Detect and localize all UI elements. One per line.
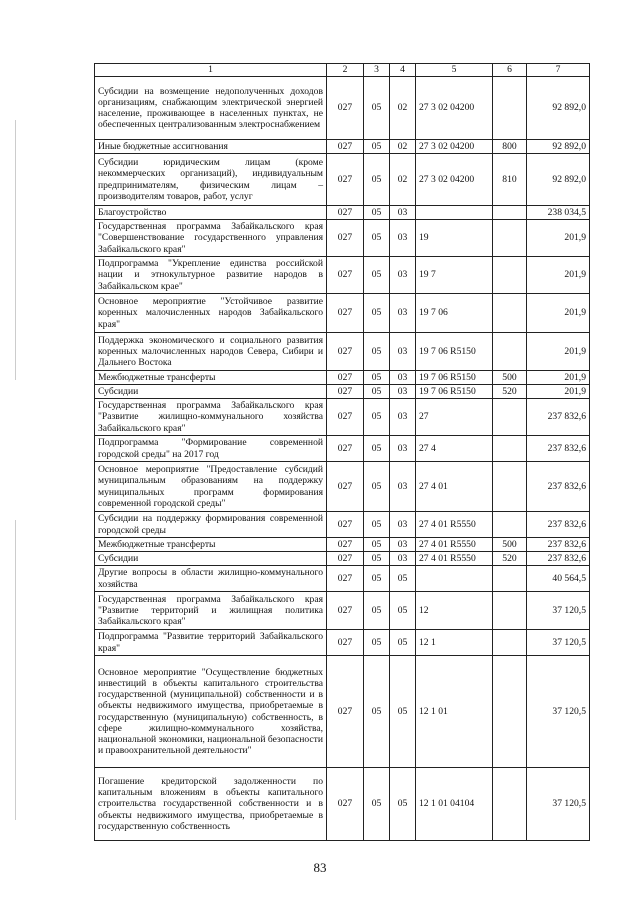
row-rz-cell: 05 bbox=[364, 552, 390, 566]
row-pr-cell: 05 bbox=[390, 566, 416, 592]
row-vr-cell: 500 bbox=[493, 538, 527, 552]
table-row bbox=[95, 538, 590, 552]
row-csr-cell: 19 bbox=[416, 220, 493, 257]
row-pr-cell: 03 bbox=[390, 462, 416, 512]
row-vr-cell bbox=[493, 399, 527, 436]
row-csr-cell: 27 bbox=[416, 399, 493, 436]
row-rz-cell: 05 bbox=[364, 206, 390, 220]
column-header: 3 bbox=[364, 64, 390, 77]
row-rz-cell: 05 bbox=[364, 294, 390, 333]
row-name-cell: Государственная программа Забайкальского края "Совершенствование государственного управления Забайкальского края" bbox=[95, 220, 327, 257]
table-body bbox=[95, 77, 590, 841]
row-rz-cell: 05 bbox=[364, 566, 390, 592]
row-amount-cell: 237 832,6 bbox=[527, 512, 590, 538]
row-rz-cell: 05 bbox=[364, 333, 390, 371]
table-row bbox=[95, 566, 590, 592]
row-amount-cell: 237 832,6 bbox=[527, 538, 590, 552]
row-csr-cell: 19 7 06 R5150 bbox=[416, 333, 493, 371]
scan-edge-mark bbox=[15, 120, 16, 380]
row-csr-cell bbox=[416, 206, 493, 220]
row-rz-cell: 05 bbox=[364, 154, 390, 206]
row-name-cell: Субсидии на поддержку формирования современной городской среды bbox=[95, 512, 327, 538]
row-name-cell: Межбюджетные трансферты bbox=[95, 371, 327, 385]
row-vr-cell bbox=[493, 333, 527, 371]
table-row bbox=[95, 140, 590, 154]
row-csr-cell: 27 3 02 04200 bbox=[416, 154, 493, 206]
row-pr-cell: 03 bbox=[390, 552, 416, 566]
row-ved-cell: 027 bbox=[327, 656, 364, 768]
row-vr-cell: 500 bbox=[493, 371, 527, 385]
row-csr-cell: 19 7 06 R5150 bbox=[416, 371, 493, 385]
row-ved-cell: 027 bbox=[327, 294, 364, 333]
row-amount-cell: 92 892,0 bbox=[527, 77, 590, 140]
row-pr-cell: 03 bbox=[390, 294, 416, 333]
row-ved-cell: 027 bbox=[327, 140, 364, 154]
row-vr-cell bbox=[493, 436, 527, 462]
table-row bbox=[95, 512, 590, 538]
row-pr-cell: 05 bbox=[390, 656, 416, 768]
table-row bbox=[95, 154, 590, 206]
row-ved-cell: 027 bbox=[327, 77, 364, 140]
row-ved-cell: 027 bbox=[327, 436, 364, 462]
row-pr-cell: 03 bbox=[390, 257, 416, 294]
row-amount-cell: 237 832,6 bbox=[527, 399, 590, 436]
table-row bbox=[95, 630, 590, 656]
row-rz-cell: 05 bbox=[364, 630, 390, 656]
row-name-cell: Подпрограмма "Развитие территорий Забайкальского края" bbox=[95, 630, 327, 656]
column-header: 1 bbox=[95, 64, 327, 77]
row-name-cell: Субсидии bbox=[95, 385, 327, 399]
row-rz-cell: 05 bbox=[364, 538, 390, 552]
row-amount-cell: 237 832,6 bbox=[527, 462, 590, 512]
row-pr-cell: 02 bbox=[390, 77, 416, 140]
row-pr-cell: 02 bbox=[390, 154, 416, 206]
row-amount-cell: 37 120,5 bbox=[527, 768, 590, 841]
row-amount-cell: 37 120,5 bbox=[527, 656, 590, 768]
table-row bbox=[95, 371, 590, 385]
row-name-cell: Основное мероприятие "Устойчивое развитие коренных малочисленных народов Забайкальского края" bbox=[95, 294, 327, 333]
row-amount-cell: 237 832,6 bbox=[527, 552, 590, 566]
row-amount-cell: 201,9 bbox=[527, 333, 590, 371]
row-rz-cell: 05 bbox=[364, 385, 390, 399]
row-pr-cell: 03 bbox=[390, 538, 416, 552]
row-amount-cell: 92 892,0 bbox=[527, 140, 590, 154]
row-rz-cell: 05 bbox=[364, 77, 390, 140]
row-ved-cell: 027 bbox=[327, 538, 364, 552]
row-ved-cell: 027 bbox=[327, 333, 364, 371]
row-name-cell: Основное мероприятие "Осуществление бюджетных инвестиций в объекты капитального строительства государственной (муниципальной) собственности и в объекты недвижимого имущества, приобретаемые в государственную (муниципальную) собственность, в сфере жилищно-коммунального хозяйства, национальной экономики, национальной безопасности и правоохранительной деятельности" bbox=[95, 656, 327, 768]
row-vr-cell bbox=[493, 656, 527, 768]
row-vr-cell bbox=[493, 77, 527, 140]
row-ved-cell: 027 bbox=[327, 399, 364, 436]
row-csr-cell: 27 4 01 R5550 bbox=[416, 552, 493, 566]
row-amount-cell: 37 120,5 bbox=[527, 630, 590, 656]
row-ved-cell: 027 bbox=[327, 220, 364, 257]
row-vr-cell bbox=[493, 592, 527, 630]
row-vr-cell bbox=[493, 512, 527, 538]
row-ved-cell: 027 bbox=[327, 630, 364, 656]
row-vr-cell: 810 bbox=[493, 154, 527, 206]
row-amount-cell: 201,9 bbox=[527, 385, 590, 399]
column-header: 4 bbox=[390, 64, 416, 77]
column-header: 2 bbox=[327, 64, 364, 77]
row-name-cell: Погашение кредиторской задолженности по капитальным вложениям в объекты капитального строительства государственной собственности и в объекты недвижимого имущества, приобретаемые в государственную собственность bbox=[95, 768, 327, 841]
row-rz-cell: 05 bbox=[364, 220, 390, 257]
table-row bbox=[95, 294, 590, 333]
row-name-cell: Основное мероприятие "Предоставление субсидий муниципальным образованиям на поддержку муниципальных программ формирования современной городской среды" bbox=[95, 462, 327, 512]
row-ved-cell: 027 bbox=[327, 552, 364, 566]
column-header: 7 bbox=[527, 64, 590, 77]
table-row bbox=[95, 462, 590, 512]
row-pr-cell: 03 bbox=[390, 385, 416, 399]
table-row bbox=[95, 257, 590, 294]
row-vr-cell: 800 bbox=[493, 140, 527, 154]
row-pr-cell: 03 bbox=[390, 206, 416, 220]
row-csr-cell bbox=[416, 566, 493, 592]
row-vr-cell: 520 bbox=[493, 385, 527, 399]
row-csr-cell: 12 1 01 04104 bbox=[416, 768, 493, 841]
row-csr-cell: 12 1 01 bbox=[416, 656, 493, 768]
row-name-cell: Иные бюджетные ассигнования bbox=[95, 140, 327, 154]
row-vr-cell bbox=[493, 220, 527, 257]
row-ved-cell: 027 bbox=[327, 768, 364, 841]
row-name-cell: Благоустройство bbox=[95, 206, 327, 220]
row-amount-cell: 201,9 bbox=[527, 371, 590, 385]
table-row bbox=[95, 385, 590, 399]
row-rz-cell: 05 bbox=[364, 592, 390, 630]
row-ved-cell: 027 bbox=[327, 566, 364, 592]
row-pr-cell: 03 bbox=[390, 333, 416, 371]
row-name-cell: Субсидии на возмещение недополученных доходов организациям, снабжающим электрической энергией население, проживающее в населенных пунктах, не обеспеченных централизованным электроснабжением bbox=[95, 77, 327, 140]
row-name-cell: Государственная программа Забайкальского края "Развитие жилищно-коммунального хозяйства Забайкальского края" bbox=[95, 399, 327, 436]
row-csr-cell: 27 4 01 bbox=[416, 462, 493, 512]
table-row bbox=[95, 206, 590, 220]
table-row bbox=[95, 656, 590, 768]
row-pr-cell: 05 bbox=[390, 630, 416, 656]
table-header-row bbox=[95, 64, 590, 77]
row-csr-cell: 27 4 01 R5550 bbox=[416, 512, 493, 538]
table-row bbox=[95, 436, 590, 462]
row-ved-cell: 027 bbox=[327, 462, 364, 512]
row-pr-cell: 05 bbox=[390, 592, 416, 630]
row-csr-cell: 27 4 bbox=[416, 436, 493, 462]
row-name-cell: Субсидии юридическим лицам (кроме некоммерческих организаций), индивидуальным предпринимателям, физическим лицам – производителям товаров, работ, услуг bbox=[95, 154, 327, 206]
row-pr-cell: 05 bbox=[390, 768, 416, 841]
row-ved-cell: 027 bbox=[327, 385, 364, 399]
row-rz-cell: 05 bbox=[364, 512, 390, 538]
column-header: 5 bbox=[416, 64, 493, 77]
table-row bbox=[95, 552, 590, 566]
row-rz-cell: 05 bbox=[364, 656, 390, 768]
column-header: 6 bbox=[493, 64, 527, 77]
row-pr-cell: 03 bbox=[390, 512, 416, 538]
row-rz-cell: 05 bbox=[364, 399, 390, 436]
row-ved-cell: 027 bbox=[327, 371, 364, 385]
row-amount-cell: 92 892,0 bbox=[527, 154, 590, 206]
row-rz-cell: 05 bbox=[364, 436, 390, 462]
row-rz-cell: 05 bbox=[364, 371, 390, 385]
row-pr-cell: 03 bbox=[390, 436, 416, 462]
row-vr-cell bbox=[493, 768, 527, 841]
row-vr-cell bbox=[493, 462, 527, 512]
row-csr-cell: 27 3 02 04200 bbox=[416, 77, 493, 140]
row-name-cell: Государственная программа Забайкальского края "Развитие территорий и жилищная политика Забайкальского края" bbox=[95, 592, 327, 630]
row-ved-cell: 027 bbox=[327, 154, 364, 206]
scan-edge-mark bbox=[15, 520, 16, 820]
row-vr-cell bbox=[493, 206, 527, 220]
row-vr-cell bbox=[493, 630, 527, 656]
row-amount-cell: 201,9 bbox=[527, 257, 590, 294]
row-name-cell: Подпрограмма "Формирование современной городской среды" на 2017 год bbox=[95, 436, 327, 462]
table-row bbox=[95, 399, 590, 436]
row-csr-cell: 27 4 01 R5550 bbox=[416, 538, 493, 552]
row-amount-cell: 238 034,5 bbox=[527, 206, 590, 220]
row-rz-cell: 05 bbox=[364, 462, 390, 512]
row-vr-cell bbox=[493, 257, 527, 294]
table-row bbox=[95, 77, 590, 140]
budget-table bbox=[94, 63, 590, 841]
row-name-cell: Поддержка экономического и социального развития коренных малочисленных народов Севера, Сибири и Дальнего Востока bbox=[95, 333, 327, 371]
table-row bbox=[95, 592, 590, 630]
row-name-cell: Субсидии bbox=[95, 552, 327, 566]
row-amount-cell: 40 564,5 bbox=[527, 566, 590, 592]
row-pr-cell: 03 bbox=[390, 371, 416, 385]
row-ved-cell: 027 bbox=[327, 257, 364, 294]
row-ved-cell: 027 bbox=[327, 512, 364, 538]
row-amount-cell: 201,9 bbox=[527, 294, 590, 333]
row-vr-cell: 520 bbox=[493, 552, 527, 566]
row-amount-cell: 201,9 bbox=[527, 220, 590, 257]
row-csr-cell: 19 7 06 bbox=[416, 294, 493, 333]
row-pr-cell: 03 bbox=[390, 399, 416, 436]
row-vr-cell bbox=[493, 566, 527, 592]
table-row bbox=[95, 333, 590, 371]
row-rz-cell: 05 bbox=[364, 257, 390, 294]
row-csr-cell: 12 1 bbox=[416, 630, 493, 656]
row-csr-cell: 12 bbox=[416, 592, 493, 630]
row-ved-cell: 027 bbox=[327, 592, 364, 630]
row-name-cell: Межбюджетные трансферты bbox=[95, 538, 327, 552]
row-rz-cell: 05 bbox=[364, 140, 390, 154]
table-row bbox=[95, 220, 590, 257]
row-amount-cell: 237 832,6 bbox=[527, 436, 590, 462]
row-amount-cell: 37 120,5 bbox=[527, 592, 590, 630]
row-ved-cell: 027 bbox=[327, 206, 364, 220]
row-csr-cell: 27 3 02 04200 bbox=[416, 140, 493, 154]
row-csr-cell: 19 7 bbox=[416, 257, 493, 294]
table-row bbox=[95, 768, 590, 841]
row-vr-cell bbox=[493, 294, 527, 333]
row-csr-cell: 19 7 06 R5150 bbox=[416, 385, 493, 399]
row-pr-cell: 02 bbox=[390, 140, 416, 154]
row-name-cell: Подпрограмма "Укрепление единства российской нации и этнокультурное развитие народов в Забайкальском крае" bbox=[95, 257, 327, 294]
row-pr-cell: 03 bbox=[390, 220, 416, 257]
row-rz-cell: 05 bbox=[364, 768, 390, 841]
row-name-cell: Другие вопросы в области жилищно-коммунального хозяйства bbox=[95, 566, 327, 592]
page-number: 83 bbox=[313, 860, 327, 875]
